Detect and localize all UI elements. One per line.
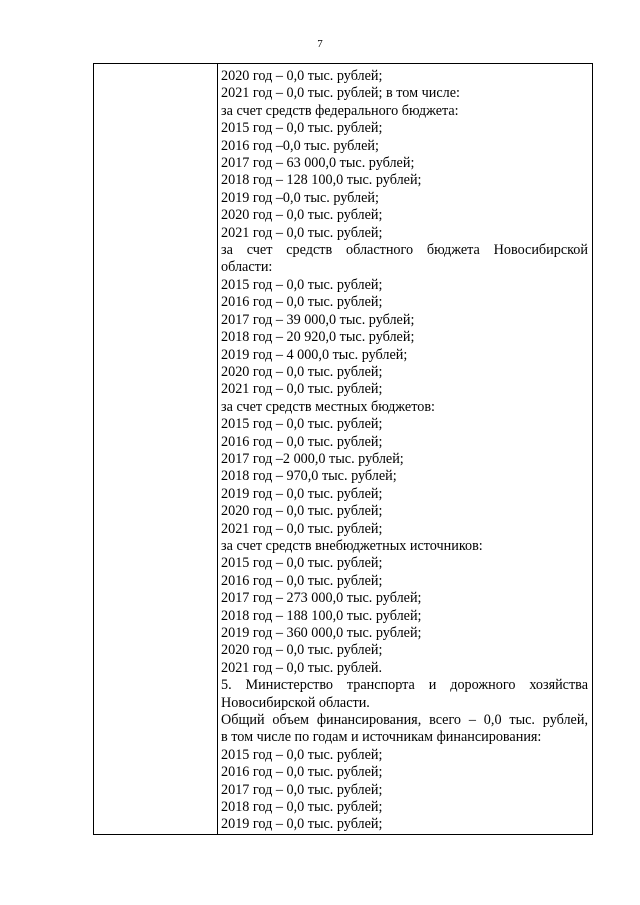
text-line: 2017 год – 63 000,0 тыс. рублей; bbox=[221, 155, 415, 172]
text-line: 2019 год – 360 000,0 тыс. рублей; bbox=[221, 625, 422, 641]
text-line: 2019 год –0,0 тыс. рублей; bbox=[221, 189, 379, 206]
text-line: 2015 год – 0,0 тыс. рублей; bbox=[221, 555, 383, 572]
text-line: за счет средств внебюджетных источников: bbox=[221, 537, 483, 554]
table-right-column bbox=[221, 68, 588, 834]
text-line: за счет средств областного бюджета Новосибирской bbox=[221, 242, 588, 259]
text-line: 2018 год – 0,0 тыс. рублей; bbox=[221, 799, 383, 816]
text-line: Новосибирской области. bbox=[221, 694, 370, 711]
text-line: 2019 год – 4 000,0 тыс. рублей; bbox=[221, 346, 408, 363]
text-line: 5. Министерство транспорта и дорожного хозяйства bbox=[221, 677, 588, 694]
text-line: 2020 год – 0,0 тыс. рублей; bbox=[221, 363, 383, 380]
text-line: 2018 год – 20 920,0 тыс. рублей; bbox=[221, 329, 415, 346]
text-line: 2021 год – 0,0 тыс. рублей; bbox=[221, 224, 383, 241]
text-line: 2019 год – 0,0 тыс. рублей; bbox=[221, 816, 383, 833]
financing-table bbox=[93, 63, 593, 835]
text-line: 2016 год – 0,0 тыс. рублей; bbox=[221, 764, 383, 781]
text-line: 2017 год –2 000,0 тыс. рублей; bbox=[221, 450, 404, 467]
text-line: 2018 год – 188 100,0 тыс. рублей; bbox=[221, 607, 422, 624]
text-line: области: bbox=[221, 259, 273, 276]
table-left-column bbox=[94, 64, 218, 834]
text-line: 2019 год – 0,0 тыс. рублей; bbox=[221, 485, 383, 502]
text-line: за счет средств федерального бюджета: bbox=[221, 102, 459, 119]
text-line: 2020 год – 0,0 тыс. рублей; bbox=[221, 207, 383, 224]
text-line: 2020 год – 0,0 тыс. рублей; bbox=[221, 503, 383, 520]
text-line: 2020 год – 0,0 тыс. рублей; bbox=[221, 642, 383, 659]
text-line: 2017 год – 0,0 тыс. рублей; bbox=[221, 781, 383, 798]
text-line: 2016 год –0,0 тыс. рублей; bbox=[221, 137, 379, 154]
page-number: 7 bbox=[317, 38, 323, 50]
text-line: 2021 год – 0,0 тыс. рублей; bbox=[221, 520, 383, 537]
text-line: в том числе по годам и источникам финансирования: bbox=[221, 729, 542, 746]
text-line: 2015 год – 0,0 тыс. рублей; bbox=[221, 276, 383, 293]
text-line: 2016 год – 0,0 тыс. рублей; bbox=[221, 572, 383, 589]
text-line: 2015 год – 0,0 тыс. рублей; bbox=[221, 746, 383, 763]
text-line: 2017 год – 273 000,0 тыс. рублей; bbox=[221, 590, 422, 607]
text-line: 2016 год – 0,0 тыс. рублей; bbox=[221, 294, 383, 311]
text-line: Общий объем финансирования, всего – 0,0 тыс. рублей, bbox=[221, 712, 588, 729]
text-line: 2015 год – 0,0 тыс. рублей; bbox=[221, 120, 383, 137]
text-line: 2016 год – 0,0 тыс. рублей; bbox=[221, 433, 383, 450]
text-line: 2020 год – 0,0 тыс. рублей; bbox=[221, 68, 383, 84]
text-line: 2017 год – 39 000,0 тыс. рублей; bbox=[221, 311, 415, 328]
text-line: 2021 год – 0,0 тыс. рублей; в том числе: bbox=[221, 85, 460, 102]
text-line: 2021 год – 0,0 тыс. рублей. bbox=[221, 659, 383, 676]
text-line: 2018 год – 128 100,0 тыс. рублей; bbox=[221, 172, 422, 189]
text-line: 2018 год – 970,0 тыс. рублей; bbox=[221, 468, 397, 485]
text-line: 2015 год – 0,0 тыс. рублей; bbox=[221, 416, 383, 433]
text-line: за счет средств местных бюджетов: bbox=[221, 398, 435, 415]
text-line: 2021 год – 0,0 тыс. рублей; bbox=[221, 381, 383, 398]
